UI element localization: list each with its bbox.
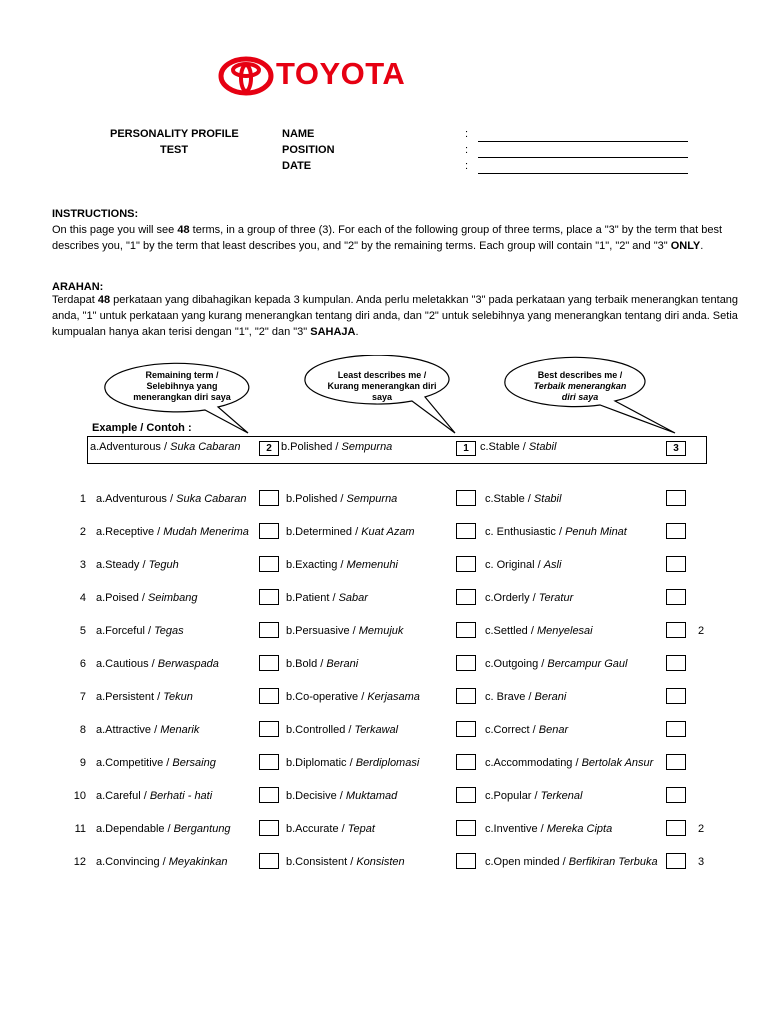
instructions-heading: INSTRUCTIONS: — [52, 208, 139, 220]
date-field[interactable] — [478, 173, 688, 174]
answer-box-b[interactable] — [456, 688, 476, 704]
answer-box-a[interactable] — [259, 490, 279, 506]
form-title-line2: TEST — [160, 144, 189, 156]
answer-box-b[interactable] — [456, 721, 476, 737]
handwritten-mark: 3 — [698, 856, 705, 868]
answer-box-c[interactable] — [666, 820, 686, 836]
example-box-b: 1 — [456, 441, 476, 456]
example-label: Example / Contoh : — [92, 422, 192, 434]
option-b: b.Determined / Kuat Azam — [286, 526, 415, 538]
answer-box-b[interactable] — [456, 853, 476, 869]
answer-box-c[interactable] — [666, 523, 686, 539]
example-box-c: 3 — [666, 441, 686, 456]
answer-box-b[interactable] — [456, 622, 476, 638]
answer-box-b[interactable] — [456, 754, 476, 770]
bubble-remaining: Remaining term / Selebihnya yang menerangkan diri saya — [133, 370, 231, 402]
option-a: a.Forceful / Tegas — [96, 625, 184, 637]
question-number: 9 — [79, 757, 86, 769]
answer-box-c[interactable] — [666, 556, 686, 572]
date-colon: : — [465, 160, 469, 172]
option-b: b.Polished / Sempurna — [286, 493, 398, 505]
answer-box-c[interactable] — [666, 655, 686, 671]
option-a: a.Cautious / Berwaspada — [96, 658, 219, 670]
question-number: 12 — [73, 856, 86, 868]
option-b: b.Exacting / Memenuhi — [286, 559, 398, 571]
option-c: c.Open minded / Berfikiran Terbuka — [485, 856, 658, 868]
answer-box-c[interactable] — [666, 589, 686, 605]
toyota-ellipse-emblem-icon — [218, 56, 274, 96]
option-c: c. Brave / Berani — [485, 691, 567, 703]
answer-box-a[interactable] — [259, 721, 279, 737]
option-b: b.Decisive / Muktamad — [286, 790, 398, 802]
question-number: 2 — [79, 526, 86, 538]
option-a: a.Poised / Seimbang — [96, 592, 198, 604]
answer-box-a[interactable] — [259, 556, 279, 572]
answer-box-a[interactable] — [259, 787, 279, 803]
option-b: b.Persuasive / Memujuk — [286, 625, 404, 637]
answer-box-c[interactable] — [666, 754, 686, 770]
option-a: a.Persistent / Tekun — [96, 691, 193, 703]
option-b: b.Controlled / Terkawal — [286, 724, 399, 736]
position-field[interactable] — [478, 157, 688, 158]
arahan-line1: Terdapat 48 perkataan yang dibahagikan kepada 3 kumpulan. Anda perlu meletakkan "3" pada perkataan yang terbaik menerangkan tentang — [52, 294, 739, 306]
arahan-heading: ARAHAN: — [52, 281, 104, 293]
answer-box-a[interactable] — [259, 820, 279, 836]
bubble-best: Best describes me / Terbaik menerangkan diri saya — [533, 370, 627, 402]
answer-box-b[interactable] — [456, 655, 476, 671]
question-number: 6 — [79, 658, 86, 670]
name-field[interactable] — [478, 141, 688, 142]
option-c: c.Inventive / Mereka Cipta — [485, 823, 613, 835]
answer-box-a[interactable] — [259, 622, 279, 638]
example-option-a: a.Adventurous / Suka Cabaran — [90, 441, 241, 453]
option-c: c.Popular / Terkenal — [485, 790, 583, 802]
position-label: POSITION — [282, 144, 335, 156]
answer-box-a[interactable] — [259, 688, 279, 704]
option-b: b.Accurate / Tepat — [286, 823, 375, 835]
question-number: 4 — [79, 592, 86, 604]
question-number: 7 — [79, 691, 86, 703]
option-b: b.Diplomatic / Berdiplomasi — [286, 757, 420, 769]
answer-box-c[interactable] — [666, 787, 686, 803]
answer-box-a[interactable] — [259, 754, 279, 770]
answer-box-b[interactable] — [456, 589, 476, 605]
option-c: c.Outgoing / Bercampur Gaul — [485, 658, 628, 670]
name-colon: : — [465, 128, 469, 140]
handwritten-mark: 2 — [698, 823, 705, 835]
option-a: a.Careful / Berhati - hati — [96, 790, 213, 802]
answer-box-c[interactable] — [666, 490, 686, 506]
date-label: DATE — [282, 160, 312, 172]
option-a: a.Competitive / Bersaing — [96, 757, 216, 769]
answer-box-c[interactable] — [666, 853, 686, 869]
option-a: a.Steady / Teguh — [96, 559, 179, 571]
option-c: c. Enthusiastic / Penuh Minat — [485, 526, 627, 538]
option-c: c. Original / Asli — [485, 559, 562, 571]
option-a: a.Dependable / Bergantung — [96, 823, 231, 835]
question-number: 5 — [79, 625, 86, 637]
answer-box-a[interactable] — [259, 853, 279, 869]
instructions-line1: On this page you will see 48 terms, in a group of three (3). For each of the following group of three terms, place a "3" by the term that best — [52, 224, 723, 236]
example-option-b: b.Polished / Sempurna — [281, 441, 393, 453]
option-b: b.Patient / Sabar — [286, 592, 368, 604]
option-c: c.Settled / Menyelesai — [485, 625, 593, 637]
question-number: 10 — [73, 790, 86, 802]
instructions-line2: describes you, "1" by the term that least describes you, and "2" by the remaining terms. Each group will contain "1", "2" and "3" ONLY. — [52, 240, 704, 252]
answer-box-a[interactable] — [259, 655, 279, 671]
answer-box-b[interactable] — [456, 490, 476, 506]
option-a: a.Convincing / Meyakinkan — [96, 856, 228, 868]
option-c: c.Correct / Benar — [485, 724, 569, 736]
option-b: b.Bold / Berani — [286, 658, 359, 670]
option-c: c.Accommodating / Bertolak Ansur — [485, 757, 654, 769]
arahan-line3: kumpualan hanya akan terisi dengan "1", "2" dan "3" SAHAJA. — [52, 326, 359, 338]
answer-box-b[interactable] — [456, 556, 476, 572]
question-number: 8 — [79, 724, 86, 736]
handwritten-mark: 2 — [698, 625, 705, 637]
arahan-line2: anda, "1" untuk perkataan yang kurang menerangkan tentang diri anda, dan "2" untuk selebihnya yang menerangkan tentang diri anda. Setia — [52, 310, 738, 322]
position-colon: : — [465, 144, 469, 156]
option-a: a.Adventurous / Suka Cabaran — [96, 493, 247, 505]
answer-box-b[interactable] — [456, 523, 476, 539]
question-number: 11 — [74, 823, 86, 835]
option-c: c.Stable / Stabil — [485, 493, 562, 505]
answer-box-c[interactable] — [666, 721, 686, 737]
option-c: c.Orderly / Teratur — [485, 592, 574, 604]
option-b: b.Co-operative / Kerjasama — [286, 691, 420, 703]
toyota-logo — [218, 52, 468, 102]
example-box-a: 2 — [259, 441, 279, 456]
option-a: a.Receptive / Mudah Menerima — [96, 526, 249, 538]
answer-box-a[interactable] — [259, 523, 279, 539]
name-label: NAME — [282, 128, 315, 140]
question-number: 1 — [79, 493, 86, 505]
brand-name: TOYOTA — [276, 56, 406, 91]
example-option-c: c.Stable / Stabil — [480, 441, 557, 453]
form-title-line1: PERSONALITY PROFILE — [110, 128, 239, 140]
answer-box-c[interactable] — [666, 622, 686, 638]
answer-box-b[interactable] — [456, 820, 476, 836]
answer-box-a[interactable] — [259, 589, 279, 605]
answer-box-c[interactable] — [666, 688, 686, 704]
answer-box-b[interactable] — [456, 787, 476, 803]
bubble-least: Least describes me / Kurang menerangkan diri saya — [327, 370, 437, 402]
option-b: b.Consistent / Konsisten — [286, 856, 405, 868]
question-number: 3 — [79, 559, 86, 571]
option-a: a.Attractive / Menarik — [96, 724, 200, 736]
